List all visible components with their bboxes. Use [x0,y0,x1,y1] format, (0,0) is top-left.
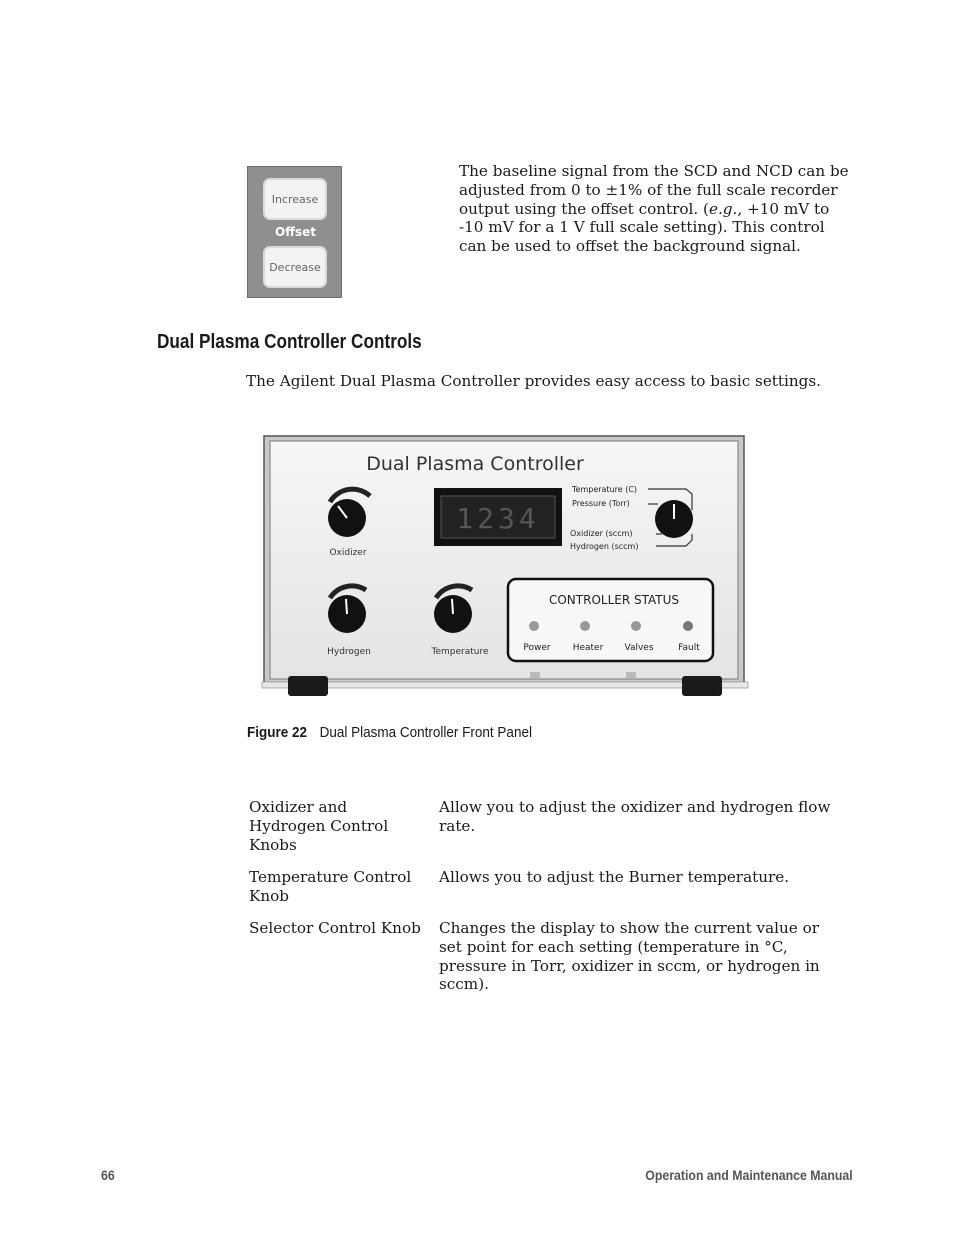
selector-option-temperature: Temperature (C) [572,485,638,494]
power-led-label: Power [523,643,551,653]
valves-led-label: Valves [624,643,654,653]
device-foot [682,676,722,696]
decrease-label: Decrease [269,260,321,274]
table-term [249,919,429,938]
term-line: Hydrogen Control [249,816,389,835]
definition-line: sccm). [439,975,489,994]
display-digits: 1234 [456,502,540,535]
selector-knob[interactable] [655,500,693,538]
intro-line: -10 mV for a 1 V full scale setting). This control [459,218,825,237]
selector-option-oxidizer: Oxidizer (sccm) [570,529,633,538]
table-definition [439,919,844,994]
device-title: Dual Plasma Controller [366,453,584,475]
decrease-button[interactable] [263,246,327,288]
table-definition [439,868,844,887]
term-line: Knobs [249,835,297,854]
selector-option-hydrogen: Hydrogen (sccm) [570,542,639,551]
definition-line: pressure in Torr, oxidizer in sccm, or hydrogen in [439,956,820,975]
definition-line: Allows you to adjust the Burner temperature. [439,868,790,886]
table-term [249,868,429,906]
term-line: Oxidizer and [249,798,348,816]
term-line: Selector Control Knob [249,919,421,937]
oxidizer-knob-label: Oxidizer [329,548,367,558]
increase-button[interactable] [263,178,327,220]
figure-label: Figure 22 [247,724,308,741]
definition-line: set point for each setting (temperature in °C, [439,937,788,956]
status-title: CONTROLLER STATUS [548,593,680,607]
definition-line: Allow you to adjust the oxidizer and hydrogen flow [439,798,831,816]
selector-option-pressure: Pressure (Torr) [572,499,630,508]
heater-led-label: Heater [572,643,604,653]
table-term [249,798,429,854]
fault-led-label: Fault [678,643,700,653]
offset-control-panel [247,166,342,298]
digital-display [434,488,562,546]
intro-italic: e.g. [708,199,738,218]
page-number: 66 [101,1167,115,1183]
device-foot [288,676,328,696]
controller-status-panel [508,579,713,661]
power-led [529,621,539,631]
intro-line: can be used to offset the background signal. [459,237,801,256]
offset-description [459,162,854,256]
intro-line [459,200,854,219]
term-line: Temperature Control [249,868,412,886]
table-definition [439,798,844,836]
fault-led [683,621,693,631]
intro-line: adjusted from 0 to ±1% of the full scale recorder [459,180,838,199]
temperature-knob-label: Temperature [431,647,489,657]
intro-line: The baseline signal from the SCD and NCD can be [459,162,849,180]
term-line: Knob [249,886,289,905]
definition-line: Changes the display to show the current value or [439,919,820,937]
definition-line: rate. [439,816,476,835]
offset-label: Offset [275,225,316,239]
section-description: The Agilent Dual Plasma Controller provides easy access to basic settings. [246,372,821,390]
manual-title: Operation and Maintenance Manual [645,1167,853,1183]
figure-caption-text: Dual Plasma Controller Front Panel [319,724,532,741]
hydrogen-knob-label: Hydrogen [327,647,371,657]
figure-caption [247,724,532,741]
intro-fragment: output using the offset control. ( [459,199,709,218]
dual-plasma-controller-figure [258,432,752,716]
valves-led [631,621,641,631]
heater-led [580,621,590,631]
intro-fragment: , +10 mV to [737,199,830,218]
section-heading: Dual Plasma Controller Controls [157,331,422,353]
increase-label: Increase [271,192,319,206]
